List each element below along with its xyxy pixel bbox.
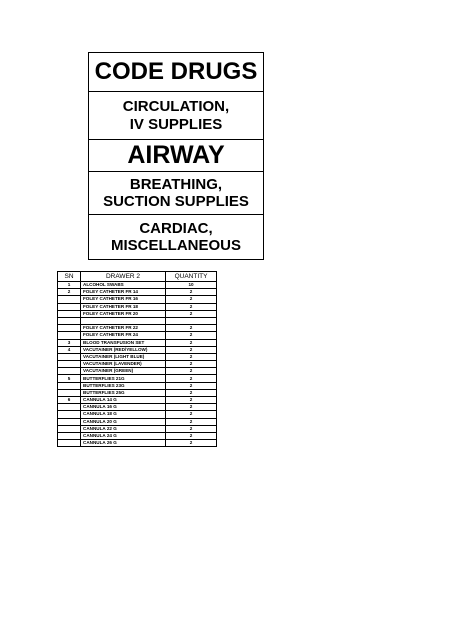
quantity-cell: 2 [166, 289, 217, 296]
quantity-cell: 2 [166, 325, 217, 332]
breathing-text-line-1: BREATHING, [129, 175, 223, 193]
sn-cell [58, 440, 81, 447]
circulation-text-line-1: CIRCULATION, [122, 98, 230, 116]
item-cell: VACUTAINER (RED/YELLOW) [81, 346, 166, 353]
item-cell: FOLEY CATHETER FR 18 [81, 303, 166, 310]
item-cell: BLOOD TRANSFUSION SET [81, 339, 166, 346]
quantity-cell: 2 [166, 425, 217, 432]
item-cell: CANNULA 18 G [81, 411, 166, 418]
cardiac-label [89, 215, 263, 259]
breathing-text-line-2: SUCTION SUPPLIES [103, 193, 249, 210]
table-row [58, 440, 217, 447]
circulation-text-line-2: IV SUPPLIES [129, 115, 223, 133]
table-row [58, 282, 217, 289]
drawer-labels [88, 52, 264, 260]
sn-cell: 5 [58, 375, 81, 382]
quantity-cell: 2 [166, 397, 217, 404]
table-row [58, 432, 217, 439]
sn-cell [58, 353, 81, 360]
table-header-row [58, 272, 217, 282]
sn-header: SN [58, 272, 81, 282]
drawer-header: DRAWER 2 [81, 272, 166, 282]
sn-cell [58, 296, 81, 303]
sn-cell [58, 332, 81, 339]
airway-label [89, 140, 263, 172]
quantity-cell [166, 317, 217, 324]
quantity-cell: 2 [166, 296, 217, 303]
code-drugs-label [89, 53, 263, 92]
sn-cell [58, 317, 81, 324]
item-cell: ALCOHOL SWABS [81, 282, 166, 289]
table-row [58, 310, 217, 317]
item-cell: FOLEY CATHETER FR 20 [81, 310, 166, 317]
table-row [58, 382, 217, 389]
quantity-header: QUANTITY [166, 272, 217, 282]
table-row [58, 418, 217, 425]
sn-cell: 2 [58, 289, 81, 296]
cardiac-text-line-2: MISCELLANEOUS [110, 237, 241, 254]
sn-cell [58, 368, 81, 375]
quantity-cell: 2 [166, 361, 217, 368]
sn-cell [58, 404, 81, 411]
quantity-cell: 2 [166, 353, 217, 360]
table-row [58, 346, 217, 353]
sn-cell: 1 [58, 282, 81, 289]
item-cell: CANNULA 20 G [81, 418, 166, 425]
table-row [58, 289, 217, 296]
sn-cell [58, 382, 81, 389]
table-row [58, 368, 217, 375]
quantity-cell: 2 [166, 382, 217, 389]
table-row [58, 361, 217, 368]
table-row [58, 317, 217, 324]
code-drugs-text: CODE DRUGS [94, 58, 258, 86]
quantity-cell: 2 [166, 418, 217, 425]
quantity-cell: 2 [166, 389, 217, 396]
item-cell: VACUTAINER (LIGHT BLUE) [81, 353, 166, 360]
breathing-label [89, 172, 263, 215]
table-row [58, 411, 217, 418]
item-cell: FOLEY CATHETER FR 16 [81, 296, 166, 303]
sn-cell: 6 [58, 397, 81, 404]
item-cell: FOLEY CATHETER FR 24 [81, 332, 166, 339]
item-cell: CANNULA 24 G [81, 432, 166, 439]
sn-cell [58, 418, 81, 425]
quantity-cell: 2 [166, 411, 217, 418]
quantity-cell: 2 [166, 339, 217, 346]
table-row [58, 397, 217, 404]
item-cell: CANNULA 16 G [81, 404, 166, 411]
circulation-label [89, 92, 263, 140]
sn-cell [58, 361, 81, 368]
table-row [58, 425, 217, 432]
item-cell: FOLEY CATHETER FR 14 [81, 289, 166, 296]
item-cell: FOLEY CATHETER FR 22 [81, 325, 166, 332]
sn-cell [58, 411, 81, 418]
table-body [58, 282, 217, 447]
drawer-2-table [57, 271, 217, 447]
quantity-cell: 2 [166, 440, 217, 447]
cardiac-text-line-1: CARDIAC, [139, 219, 213, 237]
sn-cell [58, 425, 81, 432]
sn-cell: 3 [58, 339, 81, 346]
quantity-cell: 2 [166, 332, 217, 339]
quantity-cell: 2 [166, 404, 217, 411]
item-cell: BUTTERFLIES 23G [81, 382, 166, 389]
quantity-cell: 2 [166, 346, 217, 353]
item-cell: CANNULA 22 G [81, 425, 166, 432]
item-cell: BUTTERFLIES 25G [81, 389, 166, 396]
sn-cell [58, 389, 81, 396]
table-row [58, 375, 217, 382]
table-row [58, 339, 217, 346]
sn-cell [58, 303, 81, 310]
quantity-cell: 10 [166, 282, 217, 289]
table-row [58, 353, 217, 360]
quantity-cell: 2 [166, 375, 217, 382]
table-row [58, 389, 217, 396]
table-row [58, 404, 217, 411]
quantity-cell: 2 [166, 368, 217, 375]
item-cell: VACUTAINER (LAVENDER) [81, 361, 166, 368]
sn-cell [58, 310, 81, 317]
sn-cell [58, 325, 81, 332]
quantity-cell: 2 [166, 310, 217, 317]
item-cell: CANNULA 26 G [81, 440, 166, 447]
item-cell [81, 317, 166, 324]
table-row [58, 296, 217, 303]
quantity-cell: 2 [166, 303, 217, 310]
sn-cell: 4 [58, 346, 81, 353]
item-cell: VACUTAINER (GREEN) [81, 368, 166, 375]
item-cell: CANNULA 14 G [81, 397, 166, 404]
table-row [58, 332, 217, 339]
airway-text: AIRWAY [127, 141, 225, 170]
table-row [58, 325, 217, 332]
sn-cell [58, 432, 81, 439]
item-cell: BUTTERFLIES 21G [81, 375, 166, 382]
quantity-cell: 2 [166, 432, 217, 439]
table-row [58, 303, 217, 310]
